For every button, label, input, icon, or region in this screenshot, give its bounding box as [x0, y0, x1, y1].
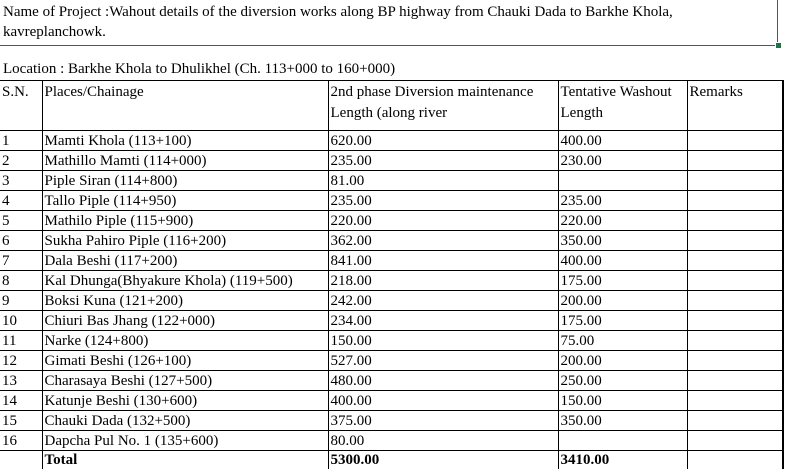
row-remarks[interactable] — [687, 171, 783, 191]
row-sn[interactable]: 5 — [0, 211, 42, 231]
row-place[interactable]: Katunje Beshi (130+600) — [42, 391, 328, 411]
header-sn[interactable]: S.N. — [0, 81, 42, 131]
row-washout[interactable]: 350.00 — [558, 411, 687, 431]
row-place[interactable]: Mathilo Piple (115+900) — [42, 211, 328, 231]
row-remarks[interactable] — [687, 251, 783, 271]
row-length[interactable]: 235.00 — [328, 151, 558, 171]
row-washout[interactable]: 200.00 — [558, 351, 687, 371]
row-place[interactable]: Kal Dhunga(Bhyakure Khola) (119+500) — [42, 271, 328, 291]
row-washout[interactable]: 250.00 — [558, 371, 687, 391]
row-sn[interactable]: 7 — [0, 251, 42, 271]
row-remarks[interactable] — [687, 371, 783, 391]
table-row — [0, 231, 783, 251]
row-place[interactable]: Boksi Kuna (121+200) — [42, 291, 328, 311]
row-length[interactable]: 362.00 — [328, 231, 558, 251]
table-row — [0, 411, 783, 431]
row-washout[interactable]: 400.00 — [558, 251, 687, 271]
row-length[interactable]: 480.00 — [328, 371, 558, 391]
row-place[interactable]: Tallo Piple (114+950) — [42, 191, 328, 211]
cell-fill-handle[interactable] — [775, 42, 782, 49]
row-sn[interactable]: 12 — [0, 351, 42, 371]
header-length[interactable]: 2nd phase Diversion maintenance Length (along river — [328, 81, 558, 131]
diversion-table — [0, 80, 784, 469]
row-length[interactable]: 220.00 — [328, 211, 558, 231]
row-place[interactable]: Chiuri Bas Jhang (122+000) — [42, 311, 328, 331]
total-label[interactable]: Total — [42, 451, 328, 469]
row-place[interactable]: Narke (124+800) — [42, 331, 328, 351]
row-washout[interactable]: 75.00 — [558, 331, 687, 351]
row-sn[interactable]: 3 — [0, 171, 42, 191]
row-remarks[interactable] — [687, 351, 783, 371]
total-sn-cell[interactable] — [0, 451, 42, 469]
table-row — [0, 251, 783, 271]
row-length[interactable]: 235.00 — [328, 191, 558, 211]
table-row — [0, 331, 783, 351]
total-row — [0, 451, 783, 469]
table-row — [0, 131, 783, 151]
total-remarks-cell[interactable] — [687, 451, 783, 469]
row-remarks[interactable] — [687, 131, 783, 151]
row-length[interactable]: 620.00 — [328, 131, 558, 151]
row-place[interactable]: Mathillo Mamti (114+000) — [42, 151, 328, 171]
row-sn[interactable]: 10 — [0, 311, 42, 331]
location-label: Location : Barkhe Khola to Dhulikhel (Ch. 113+000 to 160+000) — [3, 60, 395, 78]
row-sn[interactable]: 2 — [0, 151, 42, 171]
table-row — [0, 391, 783, 411]
row-remarks[interactable] — [687, 331, 783, 351]
table-row — [0, 371, 783, 391]
row-washout[interactable]: 150.00 — [558, 391, 687, 411]
table-row — [0, 311, 783, 331]
row-remarks[interactable] — [687, 191, 783, 211]
table-row — [0, 431, 783, 451]
row-washout[interactable]: 230.00 — [558, 151, 687, 171]
row-sn[interactable]: 6 — [0, 231, 42, 251]
table-row — [0, 191, 783, 211]
row-place[interactable]: Dala Beshi (117+200) — [42, 251, 328, 271]
table-row — [0, 291, 783, 311]
row-place[interactable]: Charasaya Beshi (127+500) — [42, 371, 328, 391]
row-remarks[interactable] — [687, 431, 783, 451]
table-row — [0, 351, 783, 371]
row-length[interactable]: 375.00 — [328, 411, 558, 431]
row-washout[interactable]: 200.00 — [558, 291, 687, 311]
row-sn[interactable]: 13 — [0, 371, 42, 391]
row-length[interactable]: 218.00 — [328, 271, 558, 291]
row-place[interactable]: Sukha Pahiro Piple (116+200) — [42, 231, 328, 251]
row-place[interactable]: Piple Siran (114+800) — [42, 171, 328, 191]
row-length[interactable]: 234.00 — [328, 311, 558, 331]
table-row — [0, 151, 783, 171]
row-remarks[interactable] — [687, 411, 783, 431]
row-length[interactable]: 527.00 — [328, 351, 558, 371]
row-length[interactable]: 242.00 — [328, 291, 558, 311]
row-sn[interactable]: 9 — [0, 291, 42, 311]
row-remarks[interactable] — [687, 311, 783, 331]
row-place[interactable]: Dapcha Pul No. 1 (135+600) — [42, 431, 328, 451]
row-place[interactable]: Chauki Dada (132+500) — [42, 411, 328, 431]
row-length[interactable]: 400.00 — [328, 391, 558, 411]
row-remarks[interactable] — [687, 391, 783, 411]
header-row — [0, 81, 783, 131]
row-washout[interactable]: 175.00 — [558, 271, 687, 291]
row-washout[interactable]: 220.00 — [558, 211, 687, 231]
row-washout[interactable] — [558, 171, 687, 191]
total-washout[interactable]: 3410.00 — [558, 451, 687, 469]
row-length[interactable]: 150.00 — [328, 331, 558, 351]
row-length[interactable]: 841.00 — [328, 251, 558, 271]
row-sn[interactable]: 11 — [0, 331, 42, 351]
row-place[interactable]: Mamti Khola (113+100) — [42, 131, 328, 151]
row-sn[interactable]: 1 — [0, 131, 42, 151]
row-remarks[interactable] — [687, 291, 783, 311]
row-sn[interactable]: 4 — [0, 191, 42, 211]
row-washout[interactable]: 235.00 — [558, 191, 687, 211]
table-row — [0, 271, 783, 291]
header-place[interactable]: Places/Chainage — [42, 81, 328, 131]
header-washout[interactable]: Tentative Washout Length — [558, 81, 687, 131]
header-remarks[interactable]: Remarks — [687, 81, 783, 131]
row-remarks[interactable] — [687, 271, 783, 291]
table-row — [0, 171, 783, 191]
row-length[interactable]: 81.00 — [328, 171, 558, 191]
project-title: Name of Project :Wahout details of the diversion works along BP highway from Chauki Dada to Barkhe Khola, kavreplanchowk. — [3, 4, 673, 40]
row-washout[interactable] — [558, 431, 687, 451]
row-place[interactable]: Gimati Beshi (126+100) — [42, 351, 328, 371]
table-row — [0, 211, 783, 231]
row-sn[interactable]: 14 — [0, 391, 42, 411]
row-length[interactable]: 80.00 — [328, 431, 558, 451]
row-washout[interactable]: 175.00 — [558, 311, 687, 331]
row-sn[interactable]: 8 — [0, 271, 42, 291]
row-remarks[interactable] — [687, 211, 783, 231]
row-washout[interactable]: 350.00 — [558, 231, 687, 251]
row-washout[interactable]: 400.00 — [558, 131, 687, 151]
row-remarks[interactable] — [687, 151, 783, 171]
row-sn[interactable]: 15 — [0, 411, 42, 431]
row-sn[interactable]: 16 — [0, 431, 42, 451]
row-remarks[interactable] — [687, 231, 783, 251]
project-title-cell[interactable] — [0, 0, 778, 46]
total-length[interactable]: 5300.00 — [328, 451, 558, 469]
